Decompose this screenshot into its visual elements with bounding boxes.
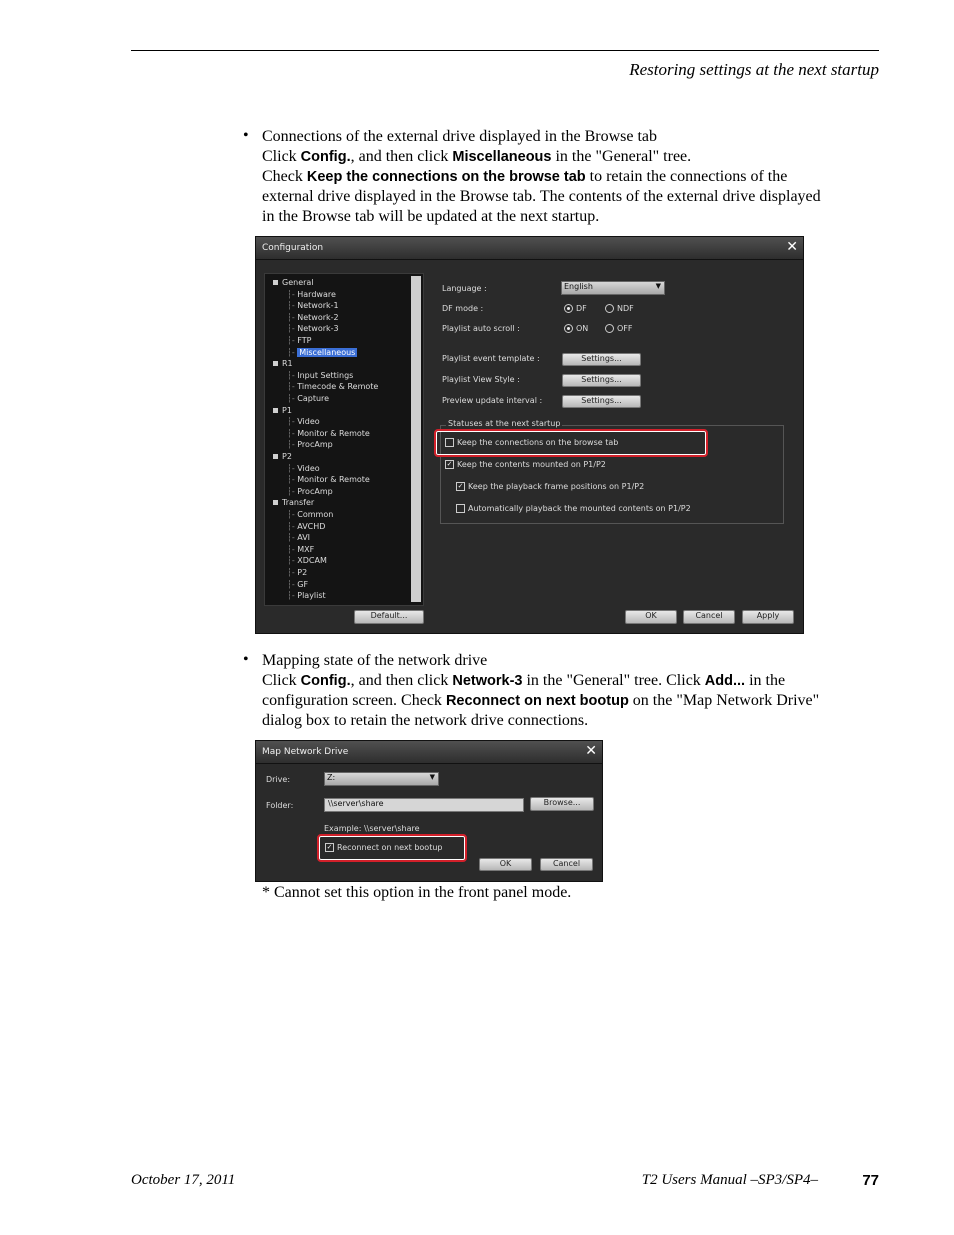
configuration-dialog xyxy=(255,236,804,634)
check-icon: ✓ xyxy=(446,460,453,468)
tree-branch-icon: ┆- xyxy=(287,544,298,554)
tree-branch-icon: ┆- xyxy=(287,394,298,403)
tree-item[interactable] xyxy=(287,580,308,589)
footnote: * Cannot set this option in the front panel mode. xyxy=(262,884,572,901)
check-icon: ✓ xyxy=(457,482,464,490)
tree-item[interactable] xyxy=(287,591,326,600)
tree-item[interactable] xyxy=(287,556,327,565)
ok-button[interactable]: OK xyxy=(479,858,532,871)
highlight-frame xyxy=(434,429,708,457)
tree-item-label: General xyxy=(282,278,314,287)
keep-mounted-contents-checkbox[interactable]: ✓ Keep the contents mounted on P1/P2 xyxy=(446,460,606,469)
tree-group-node[interactable] xyxy=(273,452,292,461)
df-radio[interactable]: DF xyxy=(564,304,587,313)
cancel-button[interactable]: Cancel xyxy=(683,610,735,624)
tree-item-label: GF xyxy=(297,579,309,589)
tree-item-label: Video xyxy=(297,417,320,427)
tree-group-node[interactable] xyxy=(273,498,314,507)
tree-branch-icon: ┆- xyxy=(287,301,298,311)
keep-playback-positions-checkbox[interactable]: ✓ Keep the playback frame positions on P1/P2 xyxy=(457,482,645,491)
tree-branch-icon: ┆- xyxy=(287,382,298,392)
collapse-icon[interactable] xyxy=(273,280,278,285)
ok-button[interactable]: OK xyxy=(625,610,677,624)
bullet-1: • xyxy=(243,127,249,144)
map-network-drive-dialog xyxy=(255,740,603,882)
page-number: 77 xyxy=(862,1172,879,1189)
preview-interval-label: Preview update interval : xyxy=(442,396,543,405)
tree-item[interactable] xyxy=(287,382,378,391)
tree-branch-icon: ┆- xyxy=(287,324,298,334)
tree-item-label: FTP xyxy=(297,336,312,345)
tree-item-label: MXF xyxy=(297,544,315,554)
header-rule xyxy=(131,50,879,51)
auto-playback-checkbox[interactable]: Automatically playback the mounted contents on P1/P2 xyxy=(456,504,691,513)
section2-line2: Click Config., and then click Network-3 in the "General" tree. Click Add... in the configuration screen. Check Reconnect on next bootup on the "Map Network Drive" dialog box to retain the network drive connections. xyxy=(262,672,820,729)
tree-item-label: P2 xyxy=(297,568,308,577)
radio-selected-icon xyxy=(564,304,573,313)
close-icon[interactable]: ✕ xyxy=(786,239,798,255)
tree-branch-icon: ┆- xyxy=(287,417,298,427)
tree-item-label: Hardware xyxy=(297,289,336,299)
tree-item-label: XDCAM xyxy=(297,556,327,566)
tree-branch-icon: ┆- xyxy=(287,370,298,380)
language-select[interactable]: English ▼ xyxy=(561,281,665,295)
tree-item-label: Capture xyxy=(297,394,330,403)
event-template-label: Playlist event template : xyxy=(442,354,540,363)
tree-item[interactable] xyxy=(287,533,310,542)
bullet-2: • xyxy=(243,651,249,668)
tree-branch-icon: ┆- xyxy=(287,475,298,485)
tree-branch-icon: ┆- xyxy=(287,486,298,496)
tree-item-label: P1 xyxy=(282,405,292,415)
tree-branch-icon: ┆- xyxy=(287,312,298,322)
reconnect-checkbox[interactable]: ✓ Reconnect on next bootup xyxy=(326,843,443,852)
tree-branch-icon: ┆- xyxy=(287,336,298,345)
preview-interval-settings-button[interactable]: Settings... xyxy=(562,395,641,408)
footer-manual: T2 Users Manual –SP3/SP4– xyxy=(641,1172,818,1188)
tree-branch-icon: ┆- xyxy=(287,289,298,299)
folder-input[interactable]: \\server\share xyxy=(324,798,524,812)
drive-label: Drive: xyxy=(266,775,291,784)
highlight-frame xyxy=(317,834,467,862)
tree-group-node[interactable] xyxy=(273,278,314,287)
folder-example: Example: \\server\share xyxy=(324,824,420,833)
drive-select[interactable]: Z: ▼ xyxy=(324,772,439,786)
tree-item-label: Network-2 xyxy=(297,312,339,322)
tree-item-label: Common xyxy=(297,510,334,519)
section1-text xyxy=(262,127,832,227)
running-header: Restoring settings at the next startup xyxy=(629,60,879,79)
group-title: Statuses at the next startup xyxy=(448,419,561,428)
tree-group-node[interactable] xyxy=(273,359,293,368)
radio-icon xyxy=(605,304,614,313)
tree-item-label: Video xyxy=(297,463,320,473)
tree-item[interactable] xyxy=(287,301,339,310)
tree-branch-icon: ┆- xyxy=(287,347,298,357)
tree-item[interactable] xyxy=(287,440,333,449)
keep-browse-connections-checkbox[interactable]: Keep the connections on the browse tab xyxy=(445,438,618,447)
tree-item[interactable] xyxy=(287,348,357,357)
tree-item[interactable] xyxy=(287,510,333,519)
browse-button[interactable]: Browse... xyxy=(530,797,594,811)
tree-item[interactable] xyxy=(287,417,320,426)
tree-item[interactable] xyxy=(287,324,339,333)
collapse-icon[interactable] xyxy=(273,500,278,505)
tree-item[interactable] xyxy=(287,568,307,577)
checkbox-icon xyxy=(456,504,465,513)
settings-tree[interactable] xyxy=(264,273,424,606)
tree-item[interactable] xyxy=(287,487,333,496)
language-label: Language : xyxy=(442,284,487,293)
tree-item[interactable] xyxy=(287,371,353,380)
tree-group-node[interactable] xyxy=(273,406,292,415)
tree-branch-icon: ┆- xyxy=(287,591,298,601)
tree-branch-icon: ┆- xyxy=(287,440,298,450)
tree-branch-icon: ┆- xyxy=(287,568,298,577)
collapse-icon[interactable] xyxy=(273,408,278,413)
view-style-settings-button[interactable]: Settings... xyxy=(562,374,641,387)
folder-label: Folder: xyxy=(266,801,294,810)
tree-branch-icon: ┆- xyxy=(287,556,298,566)
tree-item[interactable] xyxy=(287,290,336,299)
tree-item-label: Playlist xyxy=(297,591,326,601)
df-mode-label: DF mode : xyxy=(442,304,484,313)
tree-item[interactable] xyxy=(287,475,370,484)
collapse-icon[interactable] xyxy=(273,361,278,366)
cancel-button[interactable]: Cancel xyxy=(540,858,593,871)
dialog-title: Map Network Drive xyxy=(262,747,349,757)
tree-branch-icon: ┆- xyxy=(287,510,298,519)
dialog-title: Configuration xyxy=(262,243,324,253)
tree-item[interactable] xyxy=(287,464,320,473)
section2-text xyxy=(262,651,832,731)
chevron-down-icon: ▼ xyxy=(655,282,661,290)
tree-item-label: AVCHD xyxy=(297,521,326,531)
tree-item-label: Miscellaneous xyxy=(299,347,356,357)
radio-icon xyxy=(605,324,614,333)
tree-item[interactable] xyxy=(287,522,325,531)
tree-item-label: Transfer xyxy=(282,498,315,508)
section2-line1: Mapping state of the network drive xyxy=(262,652,488,669)
title-bar xyxy=(256,237,803,260)
tree-item-label: Timecode & Remote xyxy=(297,382,379,392)
tree-scrollbar[interactable] xyxy=(411,276,421,602)
tree-item-label: ProcAmp xyxy=(297,486,333,496)
close-icon[interactable]: ✕ xyxy=(585,743,597,759)
collapse-icon[interactable] xyxy=(273,454,278,459)
tree-branch-icon: ┆- xyxy=(287,533,298,543)
default-button[interactable]: Default... xyxy=(354,610,424,624)
scroll-off-radio[interactable]: OFF xyxy=(605,324,633,333)
tree-item-label: Network-1 xyxy=(297,301,339,311)
event-template-settings-button[interactable]: Settings... xyxy=(562,353,641,366)
tree-branch-icon: ┆- xyxy=(287,521,298,531)
section1-line3: Check Keep the connections on the browse tab to retain the connections of the external drive displayed in the Browse tab. The contents of the external drive displayed in the Browse tab will be updated at the next startup. xyxy=(262,168,821,225)
tree-item[interactable] xyxy=(287,336,311,345)
tree-branch-icon: ┆- xyxy=(287,579,298,589)
tree-item[interactable] xyxy=(287,394,329,403)
scroll-on-radio[interactable]: ON xyxy=(564,324,588,333)
auto-scroll-label: Playlist auto scroll : xyxy=(442,324,520,333)
view-style-label: Playlist View Style : xyxy=(442,375,520,384)
tree-item[interactable] xyxy=(287,545,314,554)
tree-branch-icon: ┆- xyxy=(287,428,298,438)
tree-item-label: Input Settings xyxy=(297,370,354,380)
tree-item-label: Network-3 xyxy=(297,324,339,334)
tree-item[interactable] xyxy=(287,429,370,438)
tree-item-label: Monitor & Remote xyxy=(297,428,370,438)
tree-item-label: Monitor & Remote xyxy=(297,475,370,485)
tree-item-label: AVI xyxy=(297,533,311,543)
section1-line1: Connections of the external drive displayed in the Browse tab xyxy=(262,128,658,145)
ndf-radio[interactable]: NDF xyxy=(605,304,634,313)
tree-item-label: ProcAmp xyxy=(297,440,333,450)
tree-branch-icon: ┆- xyxy=(287,463,298,473)
tree-item-label: P2 xyxy=(282,452,292,461)
radio-selected-icon xyxy=(564,324,573,333)
apply-button[interactable]: Apply xyxy=(742,610,794,624)
tree-item[interactable] xyxy=(287,313,339,322)
chevron-down-icon: ▼ xyxy=(429,773,435,781)
tree-item-label: R1 xyxy=(282,359,293,369)
section1-line2: Click Config., and then click Miscellaneous in the "General" tree. xyxy=(262,148,692,165)
check-icon: ✓ xyxy=(326,843,333,851)
footer-date: October 17, 2011 xyxy=(131,1172,236,1188)
